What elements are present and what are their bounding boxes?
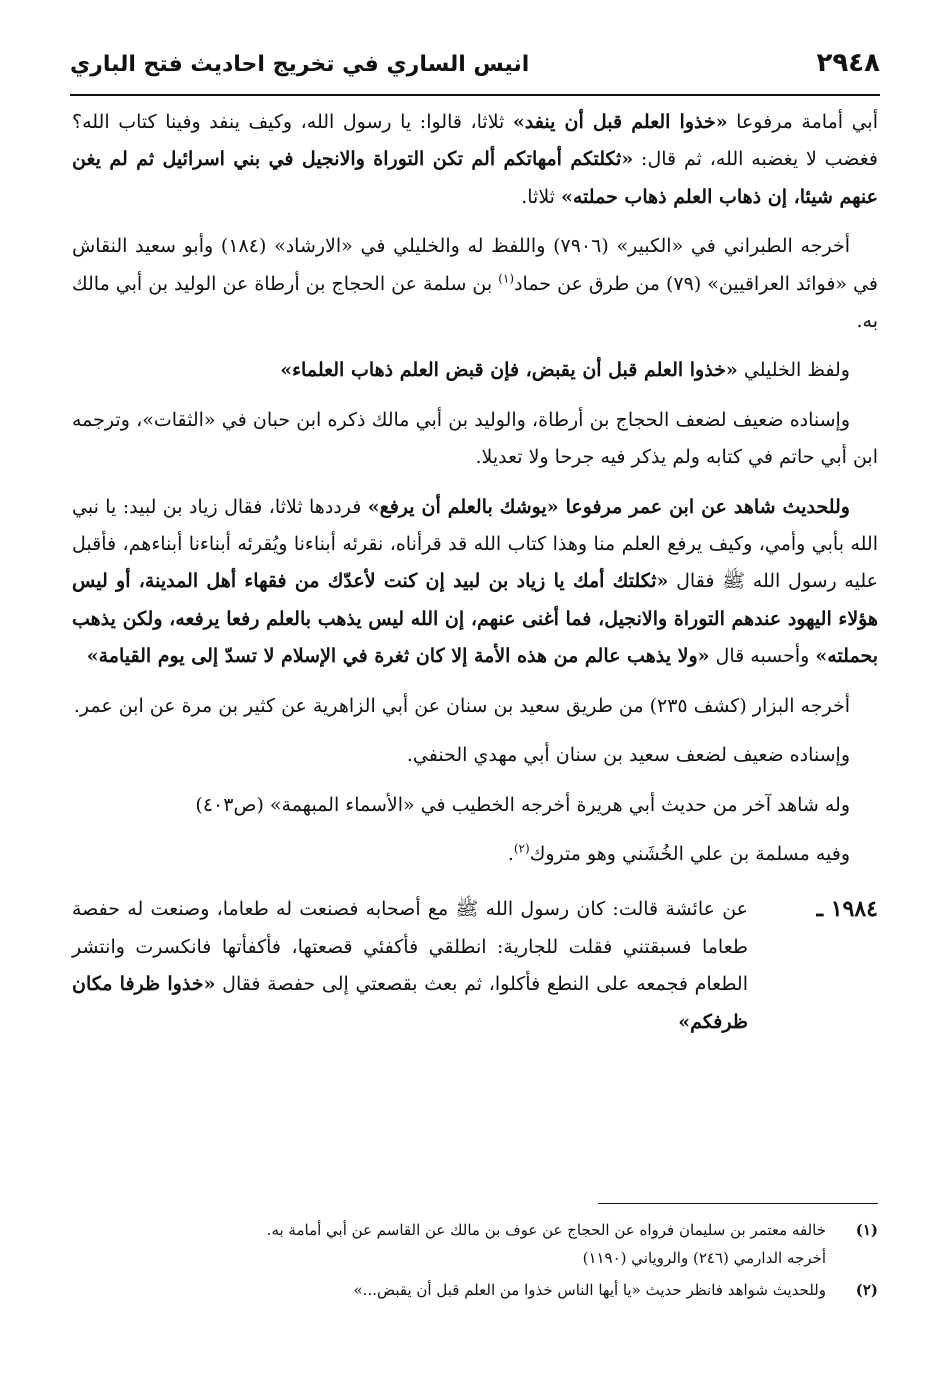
quoted-hadith: «ولا يذهب عالم من هذه الأمة إلا كان ثغرة في الإسلام لا تسدّ إلى يوم القيامة» (86, 645, 710, 668)
text-span: أخرجه البزار (كشف ٢٣٥) من طريق سعيد بن سنان عن أبي الزاهرية عن كثير بن مرة عن ابن عمر. (73, 694, 850, 717)
footnote-mark: (١) (855, 1221, 878, 1239)
quoted-hadith: «خذوا العلم قبل أن يقبض، فإن قبض العلم ذهاب العلماء» (280, 359, 738, 382)
footnote-ref-1[interactable]: (١) (498, 271, 515, 286)
paragraph-takhrij-bazzar (72, 688, 878, 725)
hadith-entry (72, 891, 878, 1041)
footnote-1 (72, 1216, 878, 1272)
paragraph-takhrij (72, 228, 878, 340)
text-span: عن عائشة قالت: كان رسول الله ﷺ مع أصحابه فصنعت له طعاما، وصنعت له حفصة طعاما فسبقتني فقلت للجارية: انطلقي فأكفئي قصعتها، فأكفأتها فانكسرت وانتشر الطعام فجمعه على النطع فأكلوا، ثم بعث بقصعتي إلى حفصة فقال (72, 898, 748, 996)
text-span: بن سلمة عن الحجاج بن أرطاة عن الوليد بن أبي مالك به. (72, 272, 878, 333)
text-span: وإسناده ضعيف لضعف سعيد بن سنان أبي مهدي الحنفي. (406, 744, 850, 767)
text-span: ولفظ الخليلي (737, 359, 850, 382)
paragraph-isnad-grade (72, 737, 878, 774)
paragraph-hadith-text (72, 104, 878, 216)
quoted-hadith: «ثكلتكم أمهاتكم ألم تكن التوراة والانجيل في بني اسرائيل ثم لم يغن عنهم شيئا، إن ذهاب العلم ذهاب حملته» (72, 148, 878, 208)
text-span: ثلاثا، قالوا: يا رسول الله، وكيف ينفد وفينا كتاب الله؟ فغضب لا يغضبه الله، ثم قال: (72, 111, 878, 171)
text-span: ثلاثا. (521, 185, 561, 208)
hadith-text (72, 891, 748, 1041)
text-span: فرددها ثلاثا، فقال زياد بن لبيد: يا نبي الله بأبي وأمي، وكيف يرفع العلم منا وهذا كتاب الله قد قرأناه، نقرئه أبناءنا ويُقرئه أبناءنا أبناءهم، فأقبل عليه رسول الله ﷺ فقال (72, 495, 878, 593)
footnote-divider (598, 1203, 878, 1204)
footnote-mark: (٢) (855, 1281, 878, 1299)
footnote-line: خالفه معتمر بن سليمان فرواه عن الحجاج عن عوف بن مالك عن القاسم عن أبي أمامة به. (266, 1221, 826, 1239)
paragraph-wording (72, 352, 878, 389)
footnote-text (72, 1216, 826, 1272)
hadith-number: ١٩٨٤ ـ (816, 896, 878, 923)
text-span: أبي أمامة مرفوعا (727, 111, 878, 133)
footnote-line: أخرجه الدارمي (٢٤٦) والروياني (١١٩٠) (582, 1249, 826, 1267)
text-span: وإسناده ضعيف لضعف الحجاج بن أرطاة، والوليد بن أبي مالك ذكره ابن حبان في «الثقات»، وترجمه ابن أبي حاتم في كتابه ولم يذكر فيه جرحا ولا تعديلا. (72, 408, 878, 469)
paragraph-another-witness (72, 787, 878, 824)
text-span: وفيه مسلمة بن علي الخُشَني وهو متروك (529, 842, 850, 865)
page-number: ٢٩٤٨ (816, 48, 880, 78)
quoted-hadith: «خذوا العلم قبل أن ينفد» (512, 111, 728, 133)
quoted-hadith: «خذوا ظرفا مكان ظرفكم» (72, 973, 748, 1033)
quoted-hadith: «ثكلتك أمك يا زياد بن لبيد إن كنت لأعدّك من فقهاء أهل المدينة، أو ليس هؤلاء اليهود عندهم التوراة والانجيل، فما أغنى عنهم، إن الله ليس يذهب بالعلم رفعا يرفعه، ولكن يذهب بحملته» (72, 570, 878, 668)
paragraph-narrator-note (72, 836, 878, 873)
book-title: انيس الساري في تخريج احاديث فتح الباري (70, 52, 530, 77)
paragraph-isnad-grade (72, 402, 878, 477)
footnote-text (72, 1276, 826, 1304)
quoted-hadith: «يوشك بالعلم أن يرفع» (367, 495, 566, 518)
text-span: . (507, 842, 514, 865)
text-span: أخرجه الطبراني في «الكبير» (٧٩٠٦) واللفظ له والخليلي في «الارشاد» (١٨٤) وأبو سعيد النقاش في «فوائد العراقيين» (٧٩) من طرق عن حماد (72, 235, 878, 295)
text-span: وأحسبه قال (709, 645, 816, 668)
footnote-line: وللحديث شواهد فانظر حديث «يا أيها الناس خذوا من العلم قبل أن يقبض...» (353, 1281, 826, 1299)
footnotes (72, 1216, 878, 1308)
witness-heading: وللحديث شاهد عن ابن عمر مرفوعا (565, 495, 850, 518)
text-span: وله شاهد آخر من حديث أبي هريرة أخرجه الخطيب في «الأسماء المبهمة» (ص٤٠٣) (195, 793, 850, 816)
page-header (70, 44, 880, 96)
main-text (72, 104, 878, 1053)
paragraph-witness (72, 489, 878, 676)
footnote-2 (72, 1276, 878, 1304)
footnote-ref-2[interactable]: (٢) (513, 841, 530, 856)
